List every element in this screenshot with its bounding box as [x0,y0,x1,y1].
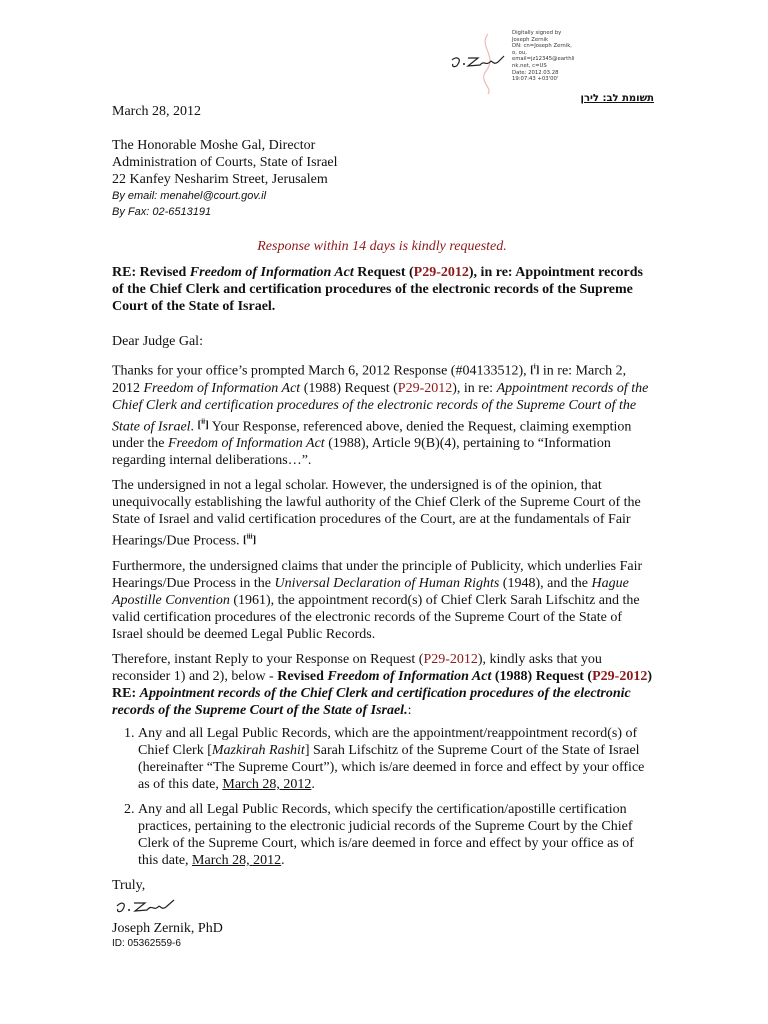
paragraph-2: The undersigned in not a legal scholar. However, the undersigned is of the opinion, that unequivocally establishing the lawful authority of the Chief Clerk of the Supreme Court of the State of Israel and valid certification procedures of the Court, are at the fundamentals of Fair Hearings/Due Process. [$^{iii}$] [112,478,641,549]
hebrew-attention-note: תשומת לב: לירן [580,93,654,104]
recipient-email: By email: menahel@court.gov.il [112,190,267,202]
signature-scribble-icon [448,26,508,96]
footnote-ref-1[interactable]: i [533,362,536,370]
paragraph-4: Therefore, instant Reply to your Response on Request (P29-2012), kindly asks that you reconsider 1) and 2), below - Revised Freedom of Information Act (1988) Request (P29-2012) RE: Appointment records of the Chief Clerk and certification procedures of the electronic records of the Supreme Court of the State of Israel.: [112,651,652,718]
request-items-list [112,725,652,869]
paragraph-1: Thanks for your office’s prompted March 6, 2012 Response (#04133512), [$^i$] in re: March 2, 2012 Freedom of Information Act (1988) Request (P29-2012), in re: Appointment records of the Chief Clerk and certification procedures of the electronic records of the Supreme Court of the State of Israel. [$^{ii}$] Your Response, referenced above, denied the Request, claiming exemption under the Freedom of Information Act (1988), Article 9(B)(4), pertaining to “Information regarding internal deliberations…”. [112,362,649,469]
signer-name: Joseph Zernik, PhD [112,920,223,936]
recipient-line-3: 22 Kanfey Nesharim Street, Jerusalem [112,172,328,187]
list-item: 2. Any and all Legal Public Records, which specify the certification/apostille certification practices, pertaining to the electronic judicial records of the Supreme Court by the Chief Clerk of the Supreme Court, which is/are deemed in force and effect by your office as of this date, March 28, 2012. [138,801,652,869]
list-item: 1. Any and all Legal Public Records, which are the appointment/reappointment record(s) of Chief Clerk [Mazkirah Rashit] Sarah Lifschitz of the Supreme Court of the State of Israel (hereinafter “The Supreme Court”), which is/are deemed in force and effect by your office as of this date, March 28, 2012. [138,725,652,793]
digital-signature-block [448,26,648,96]
salutation: Dear Judge Gal: [112,334,203,349]
footnote-ref-3[interactable]: iii [246,532,253,541]
signer-id: ID: 05362559-6 [112,937,181,949]
recipient-line-2: Administration of Courts, State of Israel [112,155,338,170]
recipient-line-1: The Honorable Moshe Gal, Director [112,138,316,153]
letter-body [112,103,652,950]
footnote-ref-2[interactable]: ii [201,417,206,426]
paragraph-3: Furthermore, the undersigned claims that under the principle of Publicity, which underlies Fair Hearings/Due Process in the Universal Declaration of Human Rights (1948), and the Hague Apostille Convention (1961), the appointment record(s) of Chief Clerk Sarah Lifschitz and the valid certification procedures of the electronic records of the Supreme Court of the State of Israel should be deemed Legal Public Records. [112,558,643,642]
subject-line: RE: Revised Freedom of Information Act Request (P29-2012), in re: Appointment records of the Chief Clerk and certification procedures of the electronic records of the Supreme Court of the State of Israel. [112,265,643,314]
handwritten-signature-icon [114,896,184,918]
letter-date: March 28, 2012 [112,104,202,119]
closing: Truly, [112,877,146,893]
response-request-note: Response within 14 days is kindly requested. [257,239,507,254]
signature-metadata: Digitally signed by Joseph Zernik DN: cn=Joseph Zernik, o, ou, email=jz12345@earthli nk.net, c=US Date: 2012.03.28 19:07:43 +03'00' [512,30,575,83]
recipient-fax: By Fax: 02-6513191 [112,206,212,218]
